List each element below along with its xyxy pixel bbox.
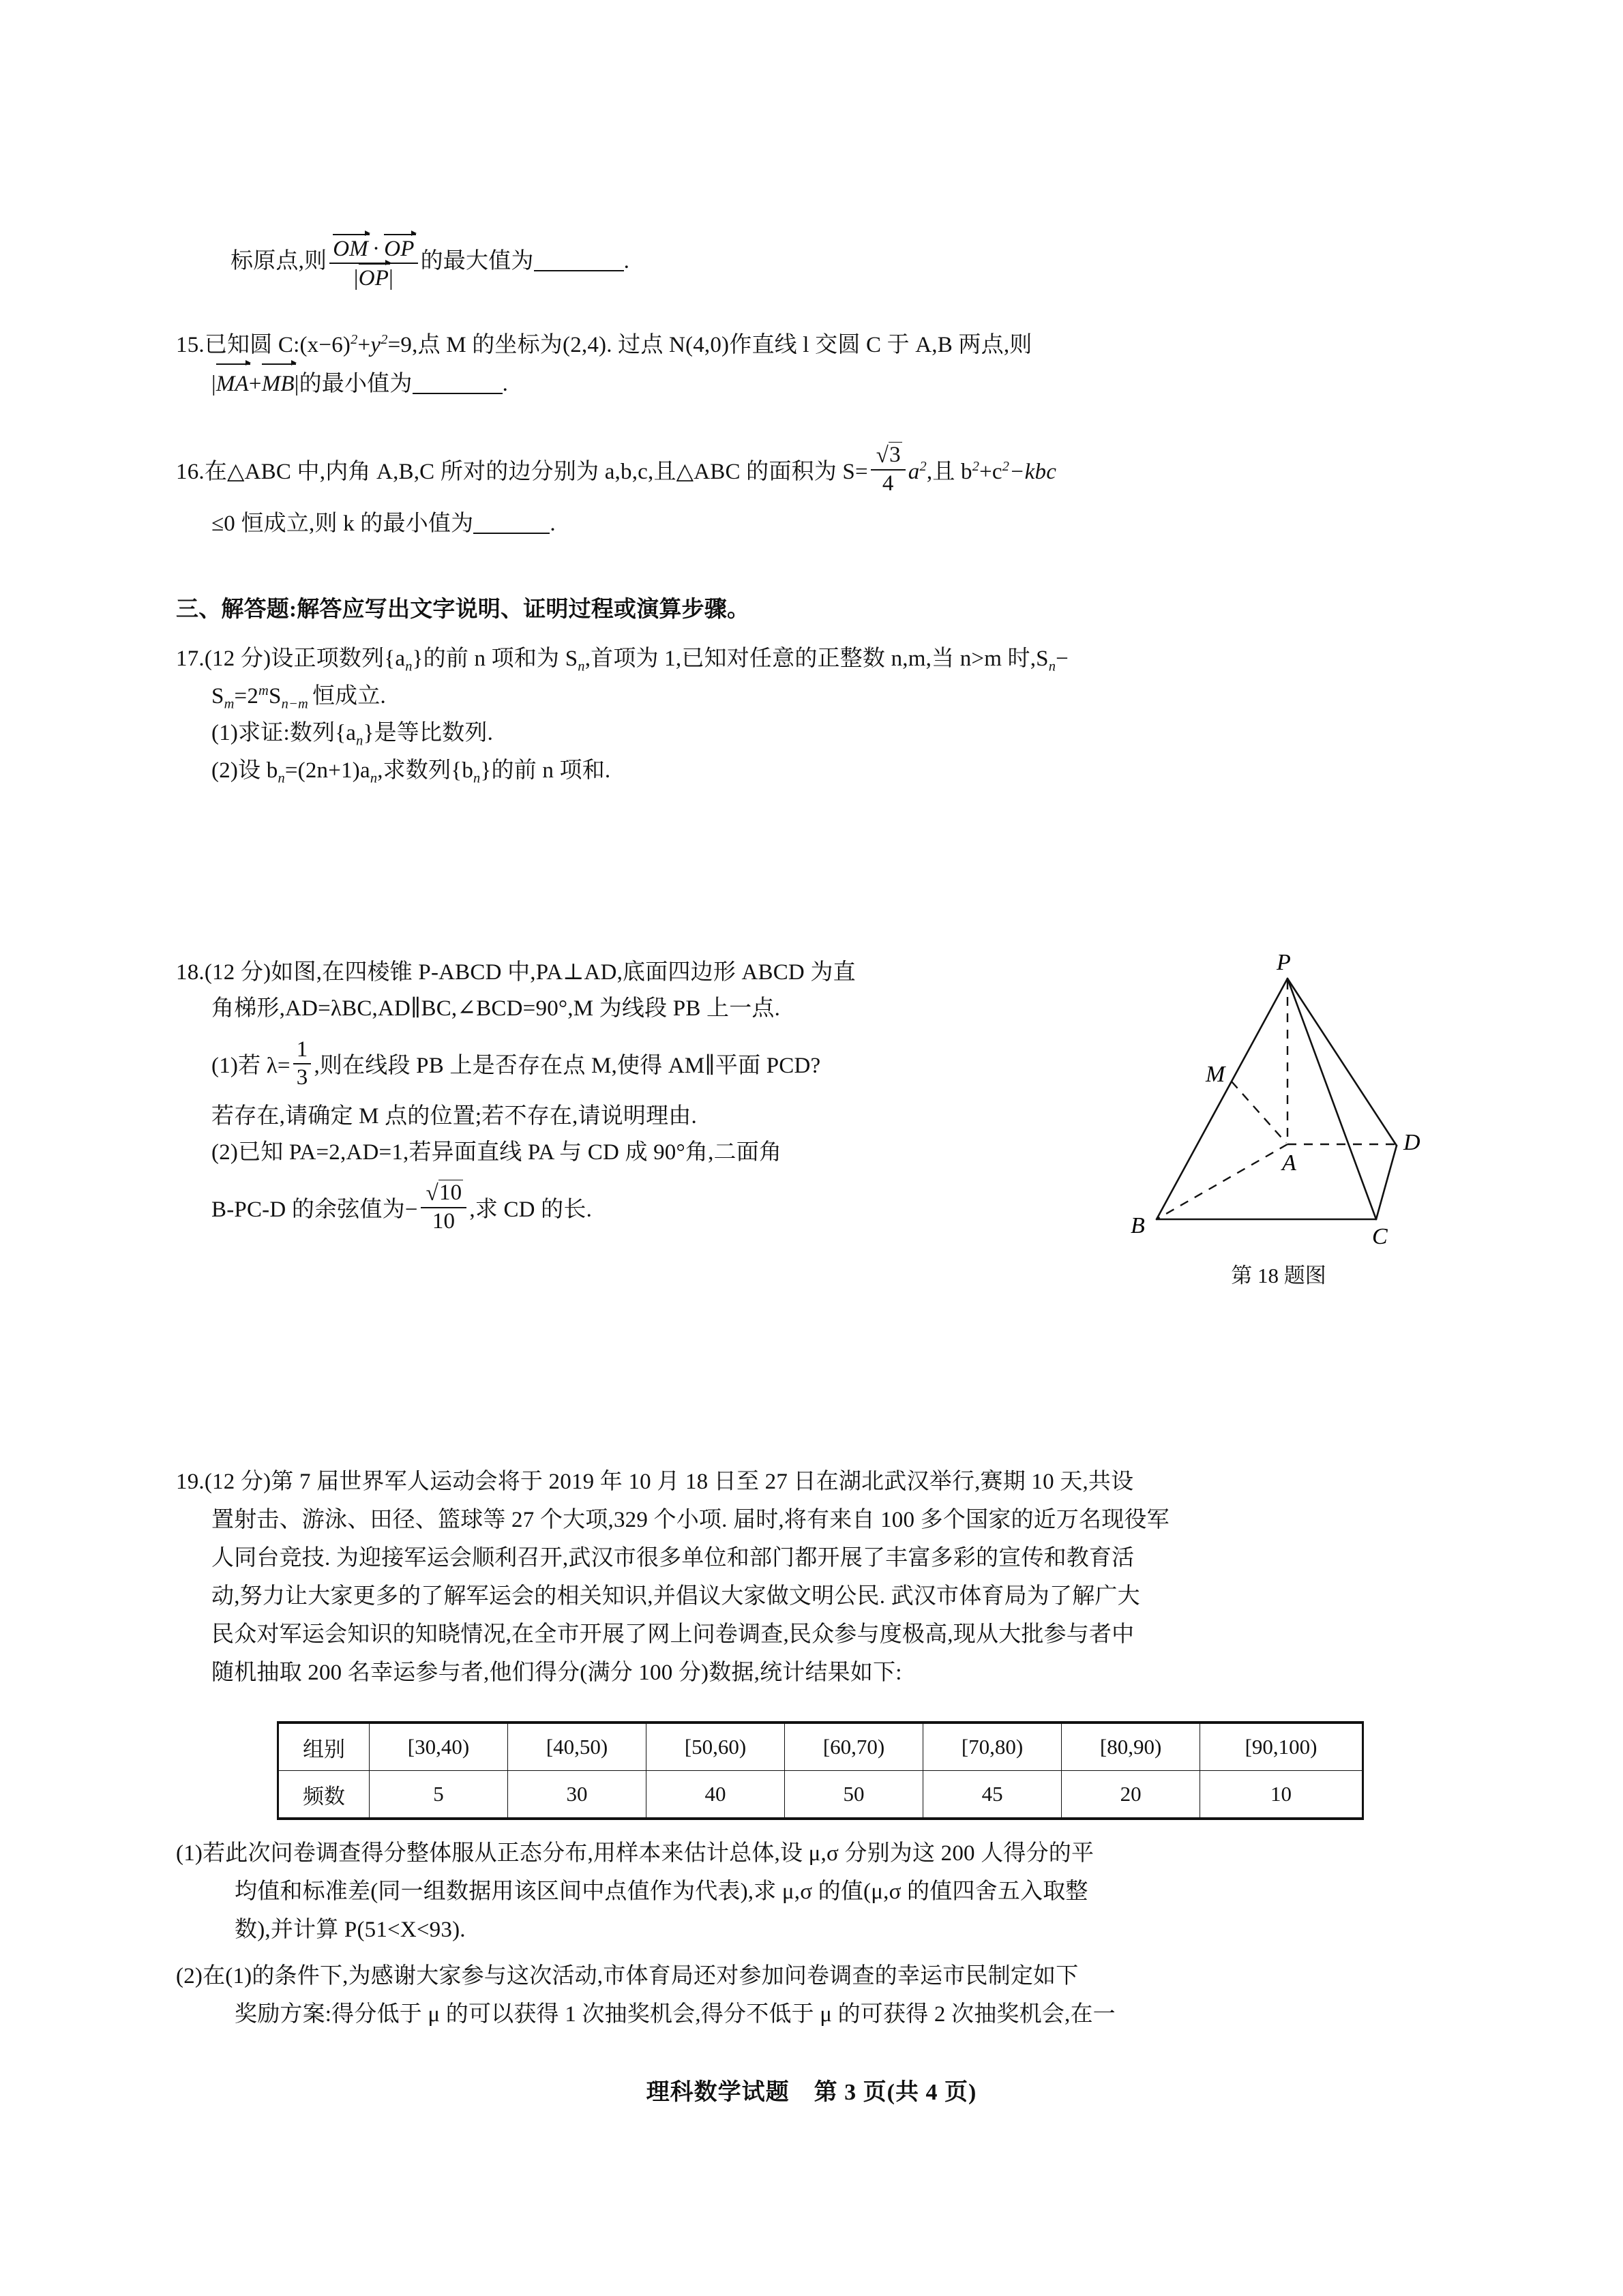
q17-part1-b: }是等比数列. xyxy=(363,721,494,746)
q15-abs-close: | xyxy=(294,372,299,397)
table-cell-frequency-5: 20 xyxy=(1062,1771,1200,1819)
q17-text-c: ,首项为 1,已知对任意的正整数 n,m,当 n>m 时,S xyxy=(584,646,1049,671)
q19-marks: (12 分) xyxy=(204,1470,271,1494)
q15-text-c: =9,点 M 的坐标为(2,4). 过点 N(4,0)作直线 l 交圆 C 于 A,B 两点,则 xyxy=(387,333,1032,357)
q18-lambda-numerator: 1 xyxy=(296,1037,308,1062)
table-cell-group-5: [80,90) xyxy=(1062,1723,1200,1771)
sqrt-icon: √10 xyxy=(426,1180,462,1206)
q15-variable-y: y xyxy=(370,333,381,357)
dot-operator: · xyxy=(372,237,381,261)
footer-subject: 理科数学试题 xyxy=(646,2080,790,2105)
table-cell-group-0: [30,40) xyxy=(370,1723,508,1771)
q18-lambda-fraction xyxy=(293,1037,312,1090)
q14-lead-text: 标原点,则 xyxy=(230,249,327,274)
q18-marks: (12 分) xyxy=(204,960,271,985)
question-14-tail xyxy=(230,235,1253,291)
question-19-line-6: 随机抽取 200 名幸运参与者,他们得分(满分 100 分)数据,统计结果如下: xyxy=(211,1660,902,1686)
question-15-line-1 xyxy=(176,327,1417,363)
q15-exponent-2: 2 xyxy=(381,332,388,347)
q16-text-d: −kbc xyxy=(1009,459,1057,484)
q19-part2-line-2: 奖励方案:得分低于 μ 的可以获得 1 次抽奖机会,得分不低于 μ 的可获得 2 次抽奖机会,在一 xyxy=(235,2002,1116,2027)
q16-equals: = xyxy=(854,459,868,484)
vector-OM: OM xyxy=(333,237,368,261)
q17-S2: S xyxy=(269,683,282,709)
q15-plus-2: + xyxy=(248,372,262,397)
q16-period: . xyxy=(550,511,556,536)
q15-tail-text: 的最小值为 xyxy=(299,372,413,397)
table-cell-frequency-1: 30 xyxy=(508,1771,646,1819)
q17-part1-a: (1)求证:数列{a xyxy=(211,721,357,746)
q16-fraction-numerator xyxy=(871,443,906,469)
table-cell-group-6: [90,100) xyxy=(1200,1723,1363,1771)
question-17-part-1 xyxy=(176,715,1424,753)
q17-sub-n-1: n xyxy=(405,659,413,674)
q18-part1-b: ,则在线段 PB 上是否存在点 M,使得 AM∥平面 PCD? xyxy=(314,1053,821,1078)
question-15 xyxy=(176,327,1417,403)
q16-text-c: +c xyxy=(979,459,1002,484)
q15-exponent-1: 2 xyxy=(351,332,358,347)
q19-part1-line-1: (1)若此次问卷调查得分整体服从正态分布,用样本来估计总体,设 μ,σ 分别为这 200 人得分的平 xyxy=(176,1841,1095,1866)
page-footer xyxy=(0,2073,1623,2106)
question-18-figure xyxy=(1118,948,1439,1248)
question-17-line-2 xyxy=(176,679,1424,716)
q17-sub-n-3: n xyxy=(1048,659,1056,674)
question-17-part-2 xyxy=(176,753,1424,790)
q18-cos-numerator xyxy=(421,1181,467,1207)
question-18-line-2 xyxy=(176,991,1083,1027)
table-header-group: 组别 xyxy=(278,1723,370,1771)
question-18 xyxy=(176,955,1083,1234)
question-18-part-2-cont xyxy=(176,1181,1083,1234)
question-18-part-1 xyxy=(176,1037,1083,1090)
q17-part2-a: (2)设 b xyxy=(211,758,278,784)
q17-sub-m: m xyxy=(224,696,235,712)
q17-minus: − xyxy=(1056,646,1069,671)
q16-text-b: ,且 b xyxy=(926,459,972,484)
vector-OP-denominator: OP xyxy=(358,265,389,290)
table-cell-frequency-0: 5 xyxy=(370,1771,508,1819)
q18-part2-a: (2)已知 PA=2,AD=1,若异面直线 PA 与 CD 成 90°角,二面角 xyxy=(211,1140,782,1165)
figure-label-P: P xyxy=(1277,950,1291,975)
table-header-frequency: 频数 xyxy=(278,1771,370,1819)
figure-label-C: C xyxy=(1372,1224,1388,1248)
q14-after-text: 的最大值为 xyxy=(420,249,534,274)
q17-text-b: }的前 n 项和为 S xyxy=(412,646,578,671)
q18-cos-fraction xyxy=(421,1181,467,1234)
q16-answer-blank[interactable] xyxy=(473,510,550,534)
q15-plus: + xyxy=(357,333,371,357)
q17-marks: (12 分) xyxy=(204,646,271,671)
q19-part1-line-3: 数),并计算 P(51<X<93). xyxy=(235,1918,466,1943)
q17-sub-n-2: n xyxy=(578,659,585,674)
q16-fraction xyxy=(871,443,906,496)
figure-caption-text: 第 18 题图 xyxy=(1231,1264,1326,1287)
q17-text-a: 设正项数列{a xyxy=(271,646,406,671)
q16-text-e: ≤0 恒成立,则 k 的最小值为 xyxy=(211,511,474,536)
q17-sub-nm: n−m xyxy=(281,696,308,712)
question-15-line-2 xyxy=(176,365,1417,402)
q18-part2-c: ,求 CD 的长. xyxy=(469,1197,593,1222)
q14-answer-blank[interactable] xyxy=(534,248,624,271)
section-3-heading xyxy=(176,592,749,628)
q18-part2-b: B-PC-D 的余弦值为 xyxy=(211,1197,405,1222)
question-19-part-1 xyxy=(176,1834,1431,1949)
table-row-frequencies xyxy=(278,1771,1363,1819)
q19-number: 19. xyxy=(176,1470,205,1494)
q17-part2-sub-3: n xyxy=(473,771,481,786)
q18-part1-a: (1)若 λ= xyxy=(211,1053,291,1078)
q15-abs-open: | xyxy=(211,372,216,397)
q17-S: S xyxy=(211,683,224,709)
question-19 xyxy=(176,1463,1431,1693)
q18-cos-denominator: 10 xyxy=(421,1207,467,1234)
q18-text-b: 角梯形,AD=λBC,AD∥BC,∠BCD=90°,M 为线段 PB 上一点. xyxy=(211,996,781,1022)
q19-part1-line-2: 均值和标准差(同一组数据用该区间中点值作为代表),求 μ,σ 的值(μ,σ 的值四舍五入取整 xyxy=(235,1879,1088,1905)
q18-number: 18. xyxy=(176,960,205,985)
table-cell-group-3: [60,70) xyxy=(785,1723,923,1771)
question-18-part-2 xyxy=(176,1135,1083,1171)
vector-MA: MA xyxy=(216,365,249,402)
q14-period: . xyxy=(623,249,630,274)
table-cell-group-1: [40,50) xyxy=(508,1723,646,1771)
question-19-line-5: 民众对军运会知识的知晓情况,在全市开展了网上问卷调查,民众参与度极高,现从大批参与者中 xyxy=(211,1622,1135,1648)
q17-part2-d: }的前 n 项和. xyxy=(480,758,611,784)
question-18-figure-caption xyxy=(1118,1258,1439,1289)
q18-text-a: 如图,在四棱锥 P-ABCD 中,PA⊥AD,底面四边形 ABCD 为直 xyxy=(271,960,856,985)
q17-text-d: 恒成立. xyxy=(312,683,387,709)
q14-fraction-numerator xyxy=(329,235,417,263)
q17-number: 17. xyxy=(176,646,205,671)
vector-OP: OP xyxy=(384,237,415,261)
q17-part2-c: ,求数列{b xyxy=(377,758,474,784)
q15-text-a: 已知圆 C:(x xyxy=(204,333,319,357)
q17-part1-sub: n xyxy=(356,734,363,749)
question-17 xyxy=(176,641,1424,790)
q16-exponent-b: 2 xyxy=(972,458,980,474)
table-cell-group-4: [70,80) xyxy=(923,1723,1062,1771)
table-cell-frequency-4: 45 xyxy=(923,1771,1062,1819)
question-18-line-1 xyxy=(176,955,1083,991)
question-18-part-1-cont xyxy=(176,1099,1083,1135)
q16-exponent-c: 2 xyxy=(1002,458,1010,474)
question-16-line-2 xyxy=(176,506,1424,542)
q15-minus: − xyxy=(318,333,332,357)
q19-para-line-1: 第 7 届世界军人运动会将于 2019 年 10 月 18 日至 27 日在湖北武汉举行,赛期 10 天,共设 xyxy=(271,1470,1134,1494)
table-cell-frequency-2: 40 xyxy=(646,1771,785,1819)
sqrt-icon: √3 xyxy=(876,443,901,468)
figure-label-M: M xyxy=(1206,1062,1225,1087)
table-cell-frequency-3: 50 xyxy=(785,1771,923,1819)
q16-exponent-a: 2 xyxy=(919,458,927,474)
q15-answer-blank[interactable] xyxy=(413,370,503,394)
q18-part1-c: 若存在,请确定 M 点的位置;若不存在,请说明理由. xyxy=(211,1103,697,1129)
question-19-line-4: 动,努力让大家更多的了解军运会的相关知识,并倡议大家做文明公民. 武汉市体育局为了解广大 xyxy=(211,1584,1140,1609)
q16-variable-a: a xyxy=(908,459,920,484)
q15-number: 15. xyxy=(176,333,205,357)
q14-fraction-denominator: |OP| xyxy=(329,263,417,291)
question-19-part-2 xyxy=(176,1957,1431,2033)
q17-eq2: =2 xyxy=(234,683,259,709)
figure-label-D: D xyxy=(1403,1130,1420,1155)
q19-part2-line-1: (2)在(1)的条件下,为感谢大家参与这次活动,市体育局还对参加问卷调查的幸运市民制定如下 xyxy=(176,1964,1079,1988)
q18-part2-minus: − xyxy=(404,1197,418,1222)
q18-lambda-denominator: 3 xyxy=(293,1063,312,1090)
q16-text-a: 在△ABC 中,内角 A,B,C 所对的边分别为 a,b,c,且△ABC 的面积为 S xyxy=(204,459,855,484)
question-16 xyxy=(176,443,1424,542)
q15-text-b: 6) xyxy=(331,333,351,357)
q17-part2-sub-2: n xyxy=(370,771,378,786)
q16-number: 16. xyxy=(176,459,205,484)
question-17-line-1 xyxy=(176,641,1424,679)
figure-label-B: B xyxy=(1131,1213,1145,1238)
question-16-line-1 xyxy=(176,443,1424,496)
q17-part2-b: =(2n+1)a xyxy=(284,758,370,784)
section-3-heading-text: 三、解答题:解答应写出文字说明、证明过程或演算步骤。 xyxy=(176,597,750,622)
q15-period: . xyxy=(502,372,509,397)
q16-fraction-denominator: 4 xyxy=(871,469,906,496)
question-19-line-2: 置射击、游泳、田径、篮球等 27 个大项,329 个小项. 届时,将有来自 100 多个国家的近万名现役军 xyxy=(211,1508,1170,1533)
table-cell-group-2: [50,60) xyxy=(646,1723,785,1771)
question-19-line-1 xyxy=(176,1463,1431,1501)
q14-fraction xyxy=(329,235,417,291)
footer-page-number: 第 3 页(共 4 页) xyxy=(814,2080,977,2105)
table-row-groups xyxy=(278,1723,1363,1771)
q17-sup-m: m xyxy=(258,683,269,698)
vector-MB: MB xyxy=(262,365,295,402)
question-19-line-3: 人同台竞技. 为迎接军运会顺利召开,武汉市很多单位和部门都开展了丰富多彩的宣传和教育活 xyxy=(211,1546,1135,1571)
table-cell-frequency-6: 10 xyxy=(1200,1771,1363,1819)
frequency-table xyxy=(277,1721,1364,1820)
figure-label-A: A xyxy=(1282,1150,1296,1176)
q17-part2-sub-1: n xyxy=(278,771,285,786)
